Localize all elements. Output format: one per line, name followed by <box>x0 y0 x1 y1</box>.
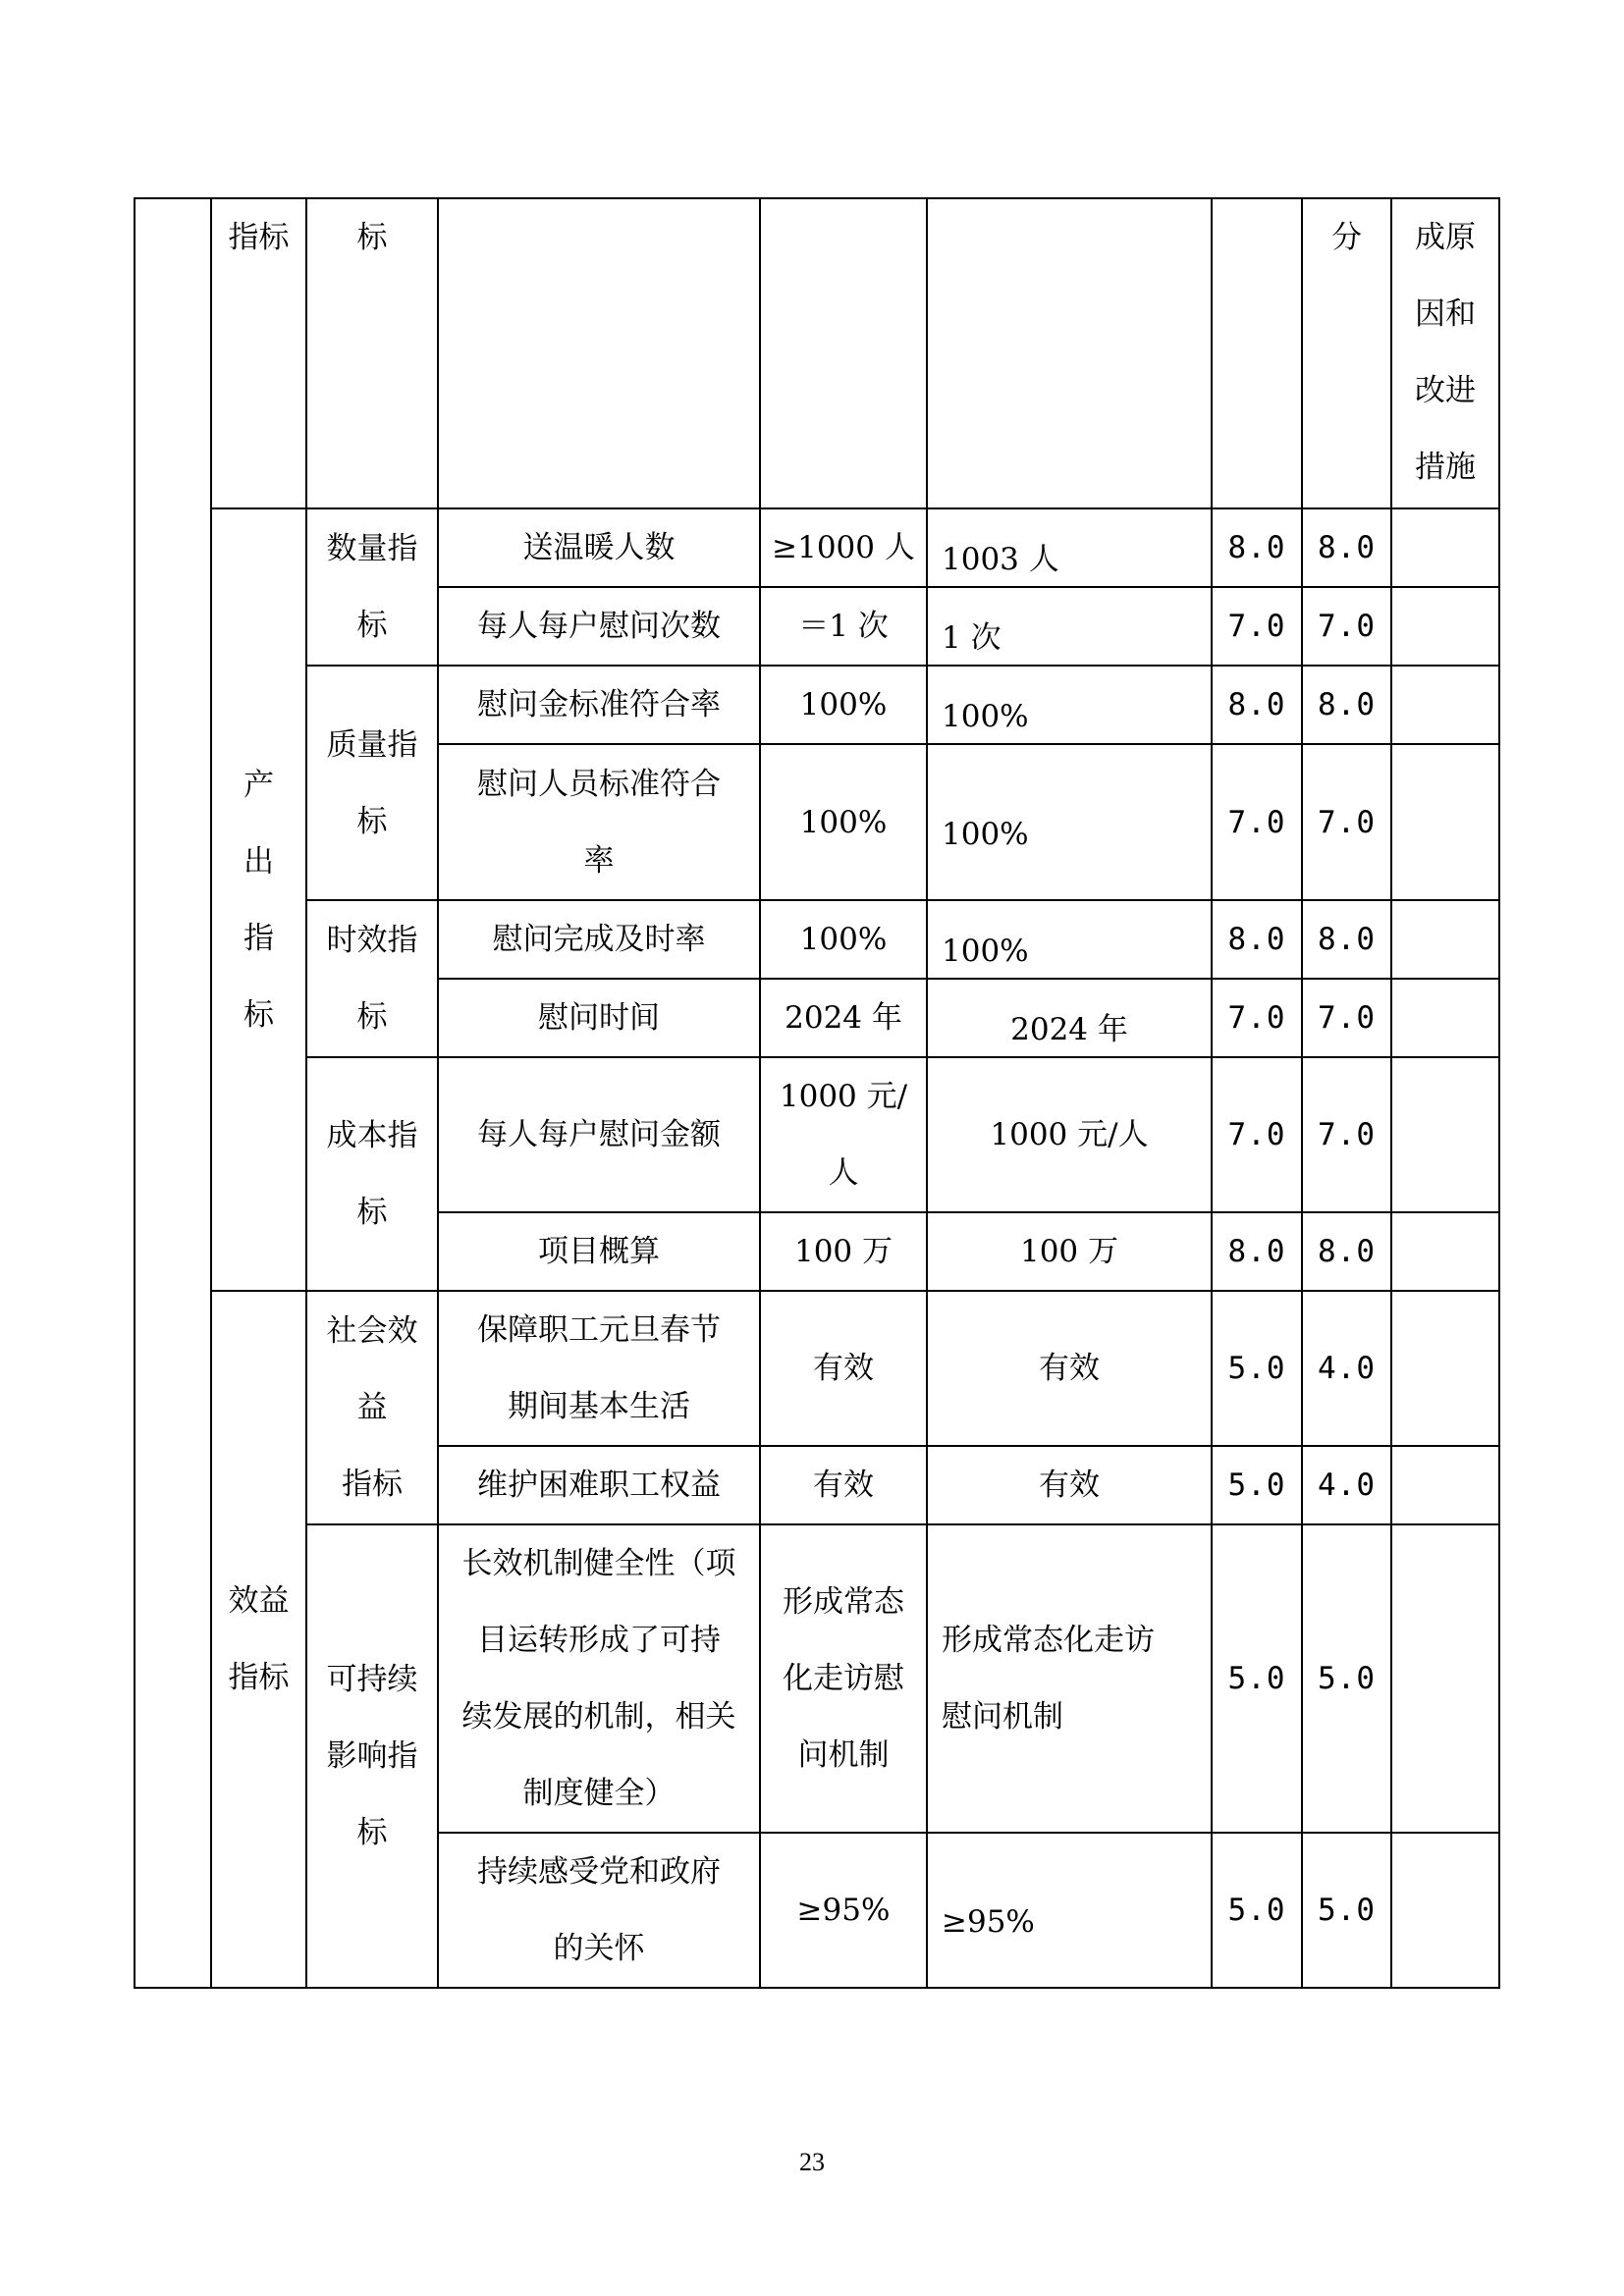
target-value: ≥95% <box>760 1833 927 1988</box>
category-sustainability <box>306 1524 438 1988</box>
weight-value: 5.0 <box>1212 1446 1302 1524</box>
remark-line: 成原 <box>1415 220 1476 255</box>
remark-cell <box>1391 666 1499 744</box>
remark-line: 因和 <box>1415 296 1476 332</box>
indicator-name: 慰问金标准符合率 <box>438 666 760 744</box>
score-value: 8.0 <box>1302 508 1391 587</box>
remark-line: 措施 <box>1415 450 1476 485</box>
target-value: 有效 <box>760 1446 927 1524</box>
actual-value: ≥95% <box>927 1833 1212 1988</box>
indicator-name: 送温暖人数 <box>438 508 760 587</box>
table-row <box>135 900 1499 979</box>
table-row <box>135 1524 1499 1833</box>
score-value: 7.0 <box>1302 979 1391 1057</box>
weight-value: 7.0 <box>1212 587 1302 666</box>
score-value: 4.0 <box>1302 1291 1391 1446</box>
actual-value: 有效 <box>927 1291 1212 1446</box>
target-value: 有效 <box>760 1291 927 1446</box>
indicator-name: 慰问时间 <box>438 979 760 1057</box>
score-value: 7.0 <box>1302 744 1391 900</box>
actual-value: 有效 <box>927 1446 1212 1524</box>
actual-value: 1003 人 <box>927 508 1212 587</box>
table-row <box>135 666 1499 744</box>
target-value: ≥1000 人 <box>760 508 927 587</box>
target-value-line: 问机制 <box>797 1737 890 1773</box>
target-value <box>760 1524 927 1833</box>
actual-value: 100 万 <box>927 1212 1212 1291</box>
table-row <box>135 1057 1499 1212</box>
performance-indicator-table <box>134 197 1500 1989</box>
indicator-name-line: 保障职工元旦春节 <box>477 1312 721 1348</box>
target-value: 100% <box>760 900 927 979</box>
weight-value: 5.0 <box>1212 1291 1302 1446</box>
group-label-char: 产 <box>244 767 274 803</box>
actual-value-line: 慰问机制 <box>942 1699 1063 1735</box>
indicator-name <box>438 1524 760 1833</box>
category-line: 益 <box>356 1390 388 1425</box>
table-header-row <box>135 198 1499 508</box>
score-value: 5.0 <box>1302 1524 1391 1833</box>
indicator-name-line: 慰问人员标准符合 <box>477 766 721 802</box>
score-value: 7.0 <box>1302 1057 1391 1212</box>
category-quality: 质量指标 <box>306 666 438 900</box>
score-value: 8.0 <box>1302 900 1391 979</box>
remark-cell <box>1391 508 1499 587</box>
weight-value: 8.0 <box>1212 666 1302 744</box>
indicator-name: 项目概算 <box>438 1212 760 1291</box>
indicator-name <box>438 1833 760 1988</box>
group-label-char: 指 <box>244 920 274 956</box>
weight-value: 5.0 <box>1212 1524 1302 1833</box>
actual-value: 100% <box>927 900 1212 979</box>
target-value: 2024 年 <box>760 979 927 1057</box>
remark-cell <box>1391 900 1499 979</box>
score-value: 5.0 <box>1302 1833 1391 1988</box>
actual-value: 100% <box>927 744 1212 900</box>
indicator-name-line: 期间基本生活 <box>508 1389 690 1424</box>
category-social-benefit <box>306 1291 438 1524</box>
target-value <box>760 1057 927 1212</box>
header-empty-cell <box>438 198 760 508</box>
category-quantity: 数量指标 <box>306 508 438 666</box>
remark-cell <box>1391 1833 1499 1988</box>
weight-value: 7.0 <box>1212 979 1302 1057</box>
remark-cell <box>1391 587 1499 666</box>
category-timeliness: 时效指标 <box>306 900 438 1057</box>
target-value: ＝1 次 <box>760 587 927 666</box>
header-empty-cell <box>927 198 1212 508</box>
indicator-name-line: 制度健全） <box>522 1776 676 1811</box>
table-row <box>135 1291 1499 1446</box>
indicator-name: 慰问完成及时率 <box>438 900 760 979</box>
remark-cell <box>1391 1446 1499 1524</box>
remark-cell <box>1391 1212 1499 1291</box>
benefit-indicator-group: 效益指标 <box>211 1291 306 1988</box>
table-row <box>135 508 1499 587</box>
actual-value-line: 形成常态化走访 <box>942 1623 1155 1658</box>
target-value-line: 化走访慰 <box>783 1661 904 1696</box>
header-empty-cell <box>1212 198 1302 508</box>
indicator-name: 每人每户慰问金额 <box>438 1057 760 1212</box>
blank-first-column <box>135 198 211 1988</box>
indicator-name-line: 持续感受党和政府 <box>477 1854 721 1890</box>
indicator-name: 每人每户慰问次数 <box>438 587 760 666</box>
target-value: 100% <box>760 744 927 900</box>
remark-cell <box>1391 979 1499 1057</box>
category-line: 影响指 <box>326 1738 418 1774</box>
actual-value: 1000 元/人 <box>927 1057 1212 1212</box>
weight-value: 7.0 <box>1212 744 1302 900</box>
target-value-line: 人 <box>828 1155 859 1191</box>
target-value-line: 1000 元/ <box>779 1079 908 1114</box>
actual-value <box>927 1524 1212 1833</box>
weight-value: 8.0 <box>1212 508 1302 587</box>
category-line: 可持续 <box>326 1662 418 1697</box>
target-value: 100% <box>760 666 927 744</box>
actual-value: 1 次 <box>927 587 1212 666</box>
indicator-name-line: 目运转形成了可持 <box>477 1623 721 1658</box>
header-empty-cell <box>760 198 927 508</box>
output-indicator-group <box>211 508 306 1291</box>
target-value: 100 万 <box>760 1212 927 1291</box>
remark-cell <box>1391 1057 1499 1212</box>
indicator-name: 维护困难职工权益 <box>438 1446 760 1524</box>
header-score-cell: 分 <box>1302 198 1391 508</box>
page-number: 23 <box>799 2148 825 2176</box>
weight-value: 7.0 <box>1212 1057 1302 1212</box>
category-line: 社会效 <box>326 1313 418 1349</box>
remark-cell <box>1391 1291 1499 1446</box>
remark-line: 改进 <box>1415 373 1476 408</box>
category-cost: 成本指标 <box>306 1057 438 1291</box>
score-value: 7.0 <box>1302 587 1391 666</box>
indicator-name-line: 续发展的机制，相关 <box>461 1699 736 1735</box>
actual-value: 100% <box>927 666 1212 744</box>
target-value-line: 形成常态 <box>783 1584 904 1620</box>
indicator-name-line: 的关怀 <box>553 1931 645 1966</box>
weight-value: 8.0 <box>1212 900 1302 979</box>
actual-value: 2024 年 <box>927 979 1212 1057</box>
weight-value: 5.0 <box>1212 1833 1302 1988</box>
indicator-name-line: 率 <box>583 842 615 879</box>
remark-cell <box>1391 1524 1499 1833</box>
header-remark-cell <box>1391 198 1499 508</box>
remark-cell <box>1391 744 1499 900</box>
score-value: 8.0 <box>1302 666 1391 744</box>
indicator-name <box>438 1291 760 1446</box>
header-indicator-cell: 指标 <box>211 198 306 508</box>
group-label-char: 出 <box>244 843 274 880</box>
header-indicator-cell-2: 标 <box>306 198 438 508</box>
score-value: 8.0 <box>1302 1212 1391 1291</box>
indicator-name <box>438 744 760 900</box>
indicator-name-line: 长效机制健全性（项 <box>461 1546 736 1581</box>
category-line: 指标 <box>342 1467 403 1502</box>
category-line: 标 <box>356 1815 388 1850</box>
weight-value: 8.0 <box>1212 1212 1302 1291</box>
group-label-char: 标 <box>244 996 274 1033</box>
score-value: 4.0 <box>1302 1446 1391 1524</box>
